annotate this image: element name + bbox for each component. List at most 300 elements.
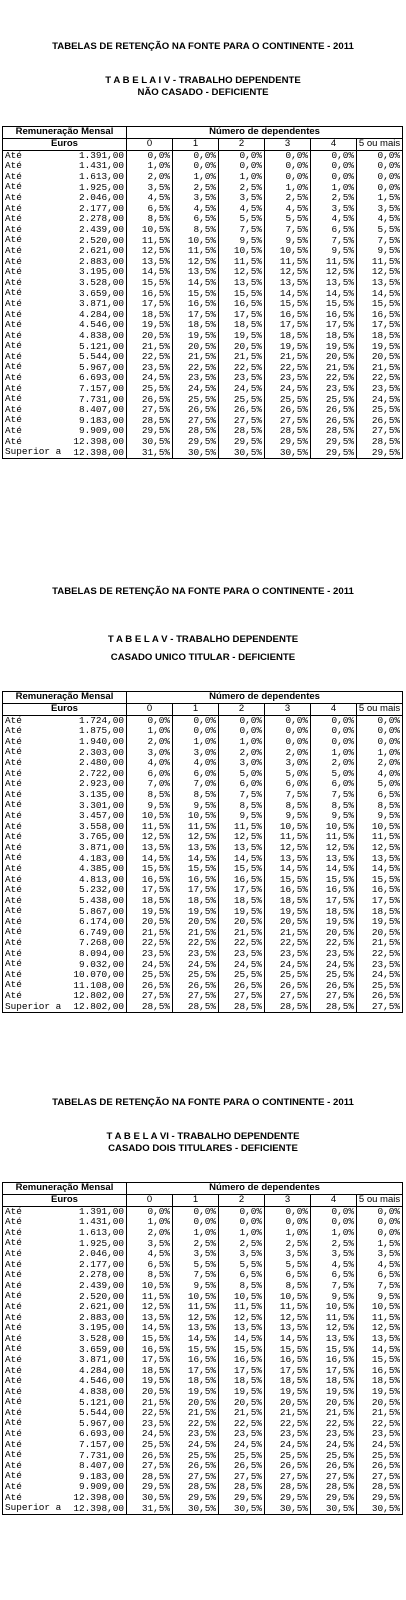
remuneration-cell: [3, 726, 127, 737]
rate-cell: 0,0%: [219, 1217, 265, 1228]
bracket-amount: 7.731,00: [78, 1450, 124, 1461]
table-row: [3, 1397, 403, 1408]
rate-cell: 26,5%: [173, 980, 219, 991]
remuneration-cell: [3, 938, 127, 949]
bracket-prefix: Até: [5, 779, 22, 790]
bracket-prefix: Até: [5, 747, 22, 758]
rate-cell: 22,5%: [127, 352, 173, 363]
bracket-amount: 10.070,00: [73, 969, 124, 981]
rate-cell: 21,5%: [219, 927, 265, 938]
table-row: [3, 959, 403, 970]
bracket-amount: 3.135,00: [78, 789, 124, 801]
table-row: [3, 980, 403, 991]
table-row: [3, 906, 403, 917]
rate-cell: 4,5%: [127, 1249, 173, 1260]
bracket-amount: 3.558,00: [78, 821, 124, 832]
table-row: [3, 1450, 403, 1461]
rate-cell: 11,5%: [219, 1302, 265, 1313]
rate-cell: 11,5%: [219, 257, 265, 268]
bracket-prefix: Até: [5, 267, 22, 278]
bracket-amount: 7.268,00: [78, 938, 124, 949]
rate-cell: 22,5%: [173, 1418, 219, 1429]
rate-cell: 15,5%: [173, 288, 219, 299]
rate-cell: 0,0%: [357, 1206, 403, 1217]
bracket-prefix: Até: [5, 1301, 22, 1312]
col-header-dependent-count: 3: [265, 138, 311, 150]
rate-cell: 8,5%: [127, 1270, 173, 1281]
bracket-amount: 1.925,00: [78, 182, 124, 193]
bracket-prefix: Até: [5, 214, 22, 225]
table-row: [3, 832, 403, 843]
rate-cell: 7,0%: [173, 779, 219, 790]
rate-cell: 21,5%: [311, 1408, 357, 1419]
bracket-amount: 4.284,00: [78, 1365, 124, 1376]
remuneration-cell: [3, 758, 127, 769]
remuneration-cell: [3, 1418, 127, 1429]
rate-cell: 4,5%: [311, 1260, 357, 1271]
rate-cell: 21,5%: [219, 1408, 265, 1419]
rate-cell: 22,5%: [357, 373, 403, 384]
rate-cell: 12,5%: [265, 843, 311, 854]
rate-cell: 10,5%: [173, 235, 219, 246]
rate-cell: 10,5%: [127, 225, 173, 236]
table-row: [3, 1503, 403, 1514]
rate-cell: 18,5%: [219, 896, 265, 907]
rate-cell: 6,5%: [357, 1270, 403, 1281]
rate-cell: 5,5%: [219, 214, 265, 225]
remuneration-cell: [3, 1281, 127, 1292]
table-row: [3, 246, 403, 257]
bracket-amount: 2.177,00: [78, 1259, 124, 1270]
remuneration-cell: [3, 1493, 127, 1504]
rate-cell: 3,5%: [219, 193, 265, 204]
rate-cell: 19,5%: [127, 906, 173, 917]
rate-cell: 12,5%: [127, 832, 173, 843]
rate-cell: 25,5%: [173, 394, 219, 405]
rate-cell: 4,5%: [127, 193, 173, 204]
rate-cell: 6,0%: [173, 769, 219, 780]
remuneration-cell: [3, 980, 127, 991]
rate-cell: 6,0%: [127, 769, 173, 780]
bracket-prefix: Até: [5, 842, 22, 853]
rate-cell: 25,5%: [311, 1450, 357, 1461]
table-row: [3, 1002, 403, 1013]
rate-cell: 3,5%: [127, 182, 173, 193]
bracket-prefix: Até: [5, 1217, 22, 1228]
bracket-prefix: Até: [5, 362, 22, 373]
rate-cell: 16,5%: [265, 1355, 311, 1366]
rate-cell: 20,5%: [265, 1397, 311, 1408]
rate-cell: 3,0%: [127, 747, 173, 758]
bracket-amount: 1.613,00: [78, 1227, 124, 1239]
rate-cell: 0,0%: [219, 161, 265, 172]
rate-cell: 0,0%: [265, 1217, 311, 1228]
rate-cell: 22,5%: [357, 949, 403, 960]
bracket-amount: 7.157,00: [78, 1439, 124, 1450]
rate-cell: 23,5%: [219, 949, 265, 960]
rate-cell: 13,5%: [127, 1313, 173, 1324]
bracket-amount: 3.528,00: [78, 277, 124, 289]
bracket-prefix: Até: [5, 1439, 22, 1450]
rate-cell: 1,0%: [173, 737, 219, 748]
rate-cell: 27,5%: [357, 1002, 403, 1013]
rate-cell: 10,5%: [219, 246, 265, 257]
rate-cell: 25,5%: [127, 970, 173, 981]
rate-cell: 26,5%: [265, 1461, 311, 1472]
bracket-amount: 3.195,00: [78, 267, 124, 278]
bracket-prefix: Até: [5, 1407, 22, 1418]
table-row: [3, 853, 403, 864]
remuneration-cell: [3, 320, 127, 331]
rate-cell: 19,5%: [127, 1376, 173, 1387]
rate-cell: 15,5%: [311, 875, 357, 886]
rate-cell: 12,5%: [265, 267, 311, 278]
table-row: [3, 1281, 403, 1292]
bracket-prefix: Até: [5, 959, 22, 970]
rate-cell: 0,0%: [357, 715, 403, 726]
rate-cell: 22,5%: [219, 362, 265, 373]
table-row: [3, 1249, 403, 1260]
bracket-prefix: Até: [5, 757, 22, 768]
rate-cell: 7,5%: [357, 235, 403, 246]
bracket-amount: 3.528,00: [78, 1333, 124, 1345]
table-row: [3, 257, 403, 268]
remuneration-cell: [3, 1461, 127, 1472]
rate-cell: 12,5%: [311, 267, 357, 278]
rate-cell: 0,0%: [219, 150, 265, 161]
rate-cell: 12,5%: [173, 1313, 219, 1324]
bracket-amount: 2.303,00: [78, 747, 124, 758]
rate-cell: 6,0%: [265, 779, 311, 790]
bracket-amount: 12.802,00: [73, 1001, 124, 1012]
rate-cell: 13,5%: [173, 1323, 219, 1334]
rate-cell: 18,5%: [265, 331, 311, 342]
rate-cell: 30,5%: [219, 1503, 265, 1514]
bracket-amount: 2.046,00: [78, 1248, 124, 1260]
table-row: [3, 1323, 403, 1334]
remuneration-cell: [3, 843, 127, 854]
rate-cell: 29,5%: [173, 1493, 219, 1504]
rate-cell: 15,5%: [357, 1355, 403, 1366]
rate-cell: 3,5%: [357, 1249, 403, 1260]
rate-cell: 11,5%: [311, 1313, 357, 1324]
rate-cell: 22,5%: [219, 938, 265, 949]
bracket-prefix: Até: [5, 736, 22, 747]
rate-cell: 26,5%: [357, 415, 403, 426]
rate-cell: 16,5%: [127, 288, 173, 299]
rate-cell: 9,5%: [311, 811, 357, 822]
col-header-dependent-count: 1: [173, 703, 219, 715]
remuneration-cell: [3, 970, 127, 981]
table-row: [3, 938, 403, 949]
rate-cell: 27,5%: [311, 1471, 357, 1482]
rate-cell: 5,0%: [311, 769, 357, 780]
bracket-prefix: Até: [5, 1386, 22, 1397]
remuneration-cell: [3, 832, 127, 843]
rate-cell: 13,5%: [173, 843, 219, 854]
rate-cell: 12,5%: [357, 267, 403, 278]
rate-cell: 20,5%: [127, 1387, 173, 1398]
rate-cell: 16,5%: [357, 1366, 403, 1377]
rate-cell: 18,5%: [219, 320, 265, 331]
rate-cell: 1,0%: [265, 182, 311, 193]
table-row: [3, 1366, 403, 1377]
rate-cell: 3,5%: [173, 193, 219, 204]
rate-cell: 28,5%: [265, 426, 311, 437]
rate-cell: 26,5%: [219, 1461, 265, 1472]
rate-cell: 12,5%: [219, 832, 265, 843]
rate-cell: 20,5%: [127, 917, 173, 928]
bracket-amount: 1.391,00: [78, 1206, 124, 1217]
bracket-prefix: Até: [5, 1492, 22, 1503]
rate-cell: 16,5%: [357, 885, 403, 896]
col-header-remuneration: Remuneração Mensal: [3, 692, 127, 704]
remuneration-cell: [3, 1344, 127, 1355]
rate-cell: 4,0%: [173, 758, 219, 769]
rate-cell: 11,5%: [127, 1291, 173, 1302]
table-row: [3, 949, 403, 960]
rate-cell: 10,5%: [311, 822, 357, 833]
rate-cell: 0,0%: [357, 737, 403, 748]
remuneration-cell: [3, 415, 127, 426]
rate-cell: 18,5%: [127, 1366, 173, 1377]
table-row: [3, 1387, 403, 1398]
rate-cell: 10,5%: [173, 1291, 219, 1302]
rate-cell: 3,5%: [265, 1249, 311, 1260]
remuneration-cell: [3, 1291, 127, 1302]
bracket-amount: 2.520,00: [78, 235, 124, 246]
bracket-prefix: Até: [5, 715, 22, 726]
col-header-dependent-count: 4: [311, 1194, 357, 1206]
rate-cell: 26,5%: [127, 980, 173, 991]
rate-cell: 7,5%: [219, 790, 265, 801]
rate-cell: 10,5%: [127, 1281, 173, 1292]
col-header-dependent-count: 2: [219, 138, 265, 150]
col-header-currency: Euros: [3, 138, 127, 150]
rate-cell: 13,5%: [357, 853, 403, 864]
rate-cell: 3,5%: [127, 1238, 173, 1249]
rate-cell: 29,5%: [219, 437, 265, 448]
remuneration-cell: [3, 352, 127, 363]
remuneration-cell: [3, 1440, 127, 1451]
rate-cell: 0,0%: [219, 726, 265, 737]
rate-cell: 2,0%: [357, 758, 403, 769]
col-header-dependent-count: 0: [127, 703, 173, 715]
rate-cell: 17,5%: [127, 1355, 173, 1366]
table-row: [3, 1408, 403, 1419]
remuneration-cell: [3, 182, 127, 193]
remuneration-cell: [3, 885, 127, 896]
rate-cell: 20,5%: [173, 917, 219, 928]
bracket-amount: 5.544,00: [78, 1407, 124, 1419]
bracket-amount: 9.183,00: [78, 1471, 124, 1482]
rate-cell: 14,5%: [311, 288, 357, 299]
rate-cell: 30,5%: [357, 1503, 403, 1514]
rate-cell: 16,5%: [173, 1355, 219, 1366]
rate-cell: 27,5%: [265, 991, 311, 1002]
rate-cell: 4,5%: [357, 214, 403, 225]
bracket-prefix: Até: [5, 161, 22, 172]
rate-cell: 27,5%: [127, 1461, 173, 1472]
rate-cell: 13,5%: [127, 257, 173, 268]
remuneration-cell: [3, 790, 127, 801]
rate-cell: 5,5%: [357, 225, 403, 236]
remuneration-cell: [3, 288, 127, 299]
rate-cell: 23,5%: [311, 384, 357, 395]
table-row: [3, 235, 403, 246]
rate-cell: 18,5%: [173, 1376, 219, 1387]
rate-cell: 30,5%: [265, 1503, 311, 1514]
table-row: [3, 150, 403, 161]
rate-cell: 18,5%: [311, 331, 357, 342]
rate-cell: 19,5%: [219, 331, 265, 342]
rate-cell: 15,5%: [219, 864, 265, 875]
rate-cell: 26,5%: [357, 991, 403, 1002]
bracket-amount: 2.923,00: [78, 779, 124, 790]
rate-cell: 9,5%: [265, 235, 311, 246]
rate-cell: 27,5%: [173, 991, 219, 1002]
rate-cell: 6,5%: [219, 1270, 265, 1281]
rate-cell: 19,5%: [173, 1387, 219, 1398]
rate-cell: 25,5%: [127, 384, 173, 395]
rate-cell: 21,5%: [357, 362, 403, 373]
rate-cell: 19,5%: [219, 1387, 265, 1398]
rate-cell: 21,5%: [357, 938, 403, 949]
rate-cell: 28,5%: [219, 1002, 265, 1013]
bracket-prefix: Superior a: [5, 1503, 62, 1514]
remuneration-cell: [3, 875, 127, 886]
remuneration-cell: [3, 1355, 127, 1366]
rate-cell: 2,0%: [311, 758, 357, 769]
bracket-prefix: Até: [5, 298, 22, 309]
rate-cell: 22,5%: [265, 1418, 311, 1429]
rate-cell: 7,5%: [265, 225, 311, 236]
bracket-prefix: Até: [5, 245, 22, 256]
bracket-amount: 6.174,00: [78, 916, 124, 928]
remuneration-cell: [3, 822, 127, 833]
rate-cell: 14,5%: [173, 278, 219, 289]
table-row: [3, 885, 403, 896]
remuneration-cell: [3, 1260, 127, 1271]
table-row: [3, 341, 403, 352]
remuneration-cell: [3, 246, 127, 257]
rate-cell: 1,5%: [357, 1238, 403, 1249]
rate-cell: 25,5%: [265, 394, 311, 405]
rate-cell: 26,5%: [311, 405, 357, 416]
rate-cell: 29,5%: [357, 1493, 403, 1504]
rate-cell: 26,5%: [357, 1461, 403, 1472]
remuneration-cell: [3, 161, 127, 172]
rate-cell: 3,0%: [219, 758, 265, 769]
remuneration-cell: [3, 1323, 127, 1334]
rate-cell: 24,5%: [173, 959, 219, 970]
col-header-dependent-count: 3: [265, 1194, 311, 1206]
bracket-prefix: Até: [5, 309, 22, 320]
bracket-prefix: Até: [5, 1450, 22, 1461]
rate-cell: 28,5%: [311, 426, 357, 437]
table-row: [3, 193, 403, 204]
rate-cell: 19,5%: [311, 1387, 357, 1398]
rate-cell: 1,0%: [311, 747, 357, 758]
rate-cell: 21,5%: [127, 1397, 173, 1408]
rate-cell: 11,5%: [357, 1313, 403, 1324]
rate-cell: 2,5%: [173, 1238, 219, 1249]
rate-cell: 17,5%: [265, 1366, 311, 1377]
table-title: T A B E L A I V - TRABALHO DEPENDENTE: [105, 75, 301, 86]
rate-cell: 22,5%: [311, 373, 357, 384]
rate-cell: 30,5%: [173, 447, 219, 458]
rate-cell: 12,5%: [219, 267, 265, 278]
rate-cell: 11,5%: [127, 235, 173, 246]
rate-cell: 13,5%: [219, 1323, 265, 1334]
rate-cell: 12,5%: [311, 843, 357, 854]
rate-cell: 29,5%: [127, 1482, 173, 1493]
rate-cell: 5,5%: [265, 214, 311, 225]
rate-cell: 1,0%: [127, 726, 173, 737]
rate-cell: 6,5%: [265, 1270, 311, 1281]
rate-cell: 11,5%: [357, 832, 403, 843]
rate-cell: 27,5%: [219, 1471, 265, 1482]
remuneration-cell: [3, 310, 127, 321]
remuneration-cell: [3, 1408, 127, 1419]
bracket-amount: 2.046,00: [78, 192, 124, 204]
table-row: [3, 864, 403, 875]
rate-cell: 0,0%: [127, 715, 173, 726]
table-row: [3, 1440, 403, 1451]
rate-cell: 0,0%: [311, 172, 357, 183]
remuneration-cell: [3, 1387, 127, 1398]
rate-cell: 24,5%: [265, 384, 311, 395]
bracket-amount: 2.278,00: [78, 214, 124, 225]
rate-cell: 5,5%: [265, 1260, 311, 1271]
remuneration-cell: [3, 437, 127, 448]
table-title: T A B E L A V - TRABALHO DEPENDENTE: [107, 634, 299, 645]
bracket-amount: 5.967,00: [78, 1418, 124, 1429]
rate-cell: 25,5%: [311, 970, 357, 981]
rate-cell: 18,5%: [311, 906, 357, 917]
bracket-amount: 1.875,00: [78, 726, 124, 737]
remuneration-cell: [3, 769, 127, 780]
table-row: [3, 426, 403, 437]
remuneration-cell: [3, 853, 127, 864]
rate-cell: 9,5%: [219, 811, 265, 822]
rate-cell: 21,5%: [265, 352, 311, 363]
table-row: [3, 384, 403, 395]
bracket-prefix: Até: [5, 991, 22, 1002]
rate-cell: 26,5%: [173, 1461, 219, 1472]
col-header-dependent-count: 4: [311, 138, 357, 150]
bracket-prefix: Até: [5, 150, 22, 161]
rate-cell: 12,5%: [357, 1323, 403, 1334]
rate-cell: 28,5%: [265, 1002, 311, 1013]
bracket-prefix: Até: [5, 874, 22, 885]
rate-cell: 23,5%: [173, 373, 219, 384]
bracket-prefix: Superior a: [5, 447, 62, 458]
col-header-dependent-count: 2: [219, 1194, 265, 1206]
rate-cell: 9,5%: [127, 800, 173, 811]
rate-cell: 19,5%: [173, 906, 219, 917]
rate-cell: 19,5%: [219, 906, 265, 917]
rate-cell: 19,5%: [265, 906, 311, 917]
rate-cell: 24,5%: [265, 1440, 311, 1451]
bracket-prefix: Até: [5, 426, 22, 437]
bracket-prefix: Até: [5, 256, 22, 267]
rate-cell: 14,5%: [357, 864, 403, 875]
rate-cell: 30,5%: [127, 1493, 173, 1504]
bracket-prefix: Até: [5, 1333, 22, 1344]
rate-cell: 0,0%: [265, 1206, 311, 1217]
rate-cell: 21,5%: [173, 352, 219, 363]
